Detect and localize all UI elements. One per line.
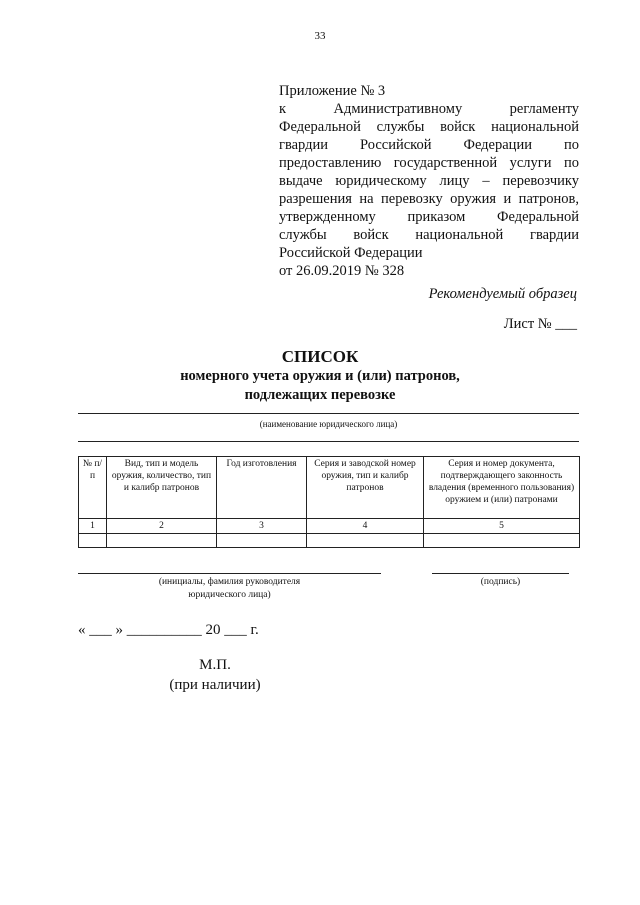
- sheet-number-label: Лист № ___: [503, 316, 577, 332]
- table-numbering-row: [79, 519, 580, 534]
- name-caption-line: (инициалы, фамилия руководителя: [158, 577, 301, 587]
- seal-note: (при наличии): [169, 677, 261, 693]
- page-number: 33: [314, 30, 326, 42]
- signature-caption: (подпись): [480, 577, 521, 587]
- table-header-row: [79, 457, 580, 519]
- appendix-line: Российской Федерации: [279, 245, 423, 261]
- table-header-cell: Серия и номер документа, подтверждающего законность владения (временного пользования) оружием и (или) патронами: [424, 457, 580, 519]
- table-header-cell: Вид, тип и модель оружия, количество, тип и калибр патронов: [107, 457, 217, 519]
- table-cell: 5: [424, 519, 580, 534]
- appendix-line: Федеральной службы войск национальной: [279, 119, 579, 135]
- table-header-cell: Серия и заводской номер оружия, тип и калибр патронов: [307, 457, 424, 519]
- document-subtitle: [0, 367, 640, 405]
- weapons-table: [78, 456, 580, 548]
- appendix-line: от 26.09.2019 № 328: [279, 263, 405, 279]
- table-cell: 1: [79, 519, 107, 534]
- document-title: СПИСОК: [281, 347, 359, 366]
- appendix-line: службы войск национальной гвардии: [279, 227, 579, 243]
- date-line[interactable]: « ___ » __________ 20 ___ г.: [78, 622, 259, 638]
- appendix-line: гвардии Российской Федерации по: [279, 137, 579, 153]
- appendix-line: утвержденному приказом Федеральной: [279, 209, 579, 225]
- name-signature-line[interactable]: [78, 573, 381, 574]
- subtitle-line: подлежащих перевозке: [244, 387, 396, 403]
- org-name-line-2[interactable]: [78, 441, 579, 442]
- appendix-line: Приложение № 3: [279, 83, 386, 99]
- table-cell[interactable]: [424, 534, 580, 548]
- table-header-cell: Год изготовления: [217, 457, 307, 519]
- table-row: [79, 534, 580, 548]
- table-header-cell: № п/п: [79, 457, 107, 519]
- name-caption-line: юридического лица): [188, 590, 271, 600]
- name-caption: [78, 576, 381, 602]
- appendix-line: предоставлению государственной услуги по: [279, 155, 579, 171]
- org-name-line[interactable]: [78, 413, 579, 414]
- signature-line[interactable]: [432, 573, 569, 574]
- subtitle-line: номерного учета оружия и (или) патронов,: [180, 368, 460, 384]
- appendix-line: разрешения на перевозку оружия и патронов,: [279, 191, 579, 207]
- seal-block: [150, 655, 280, 695]
- table-cell: 2: [107, 519, 217, 534]
- table-cell[interactable]: [307, 534, 424, 548]
- table-cell: 4: [307, 519, 424, 534]
- seal-label: М.П.: [199, 657, 231, 673]
- table-cell[interactable]: [79, 534, 107, 548]
- recommended-sample-label: Рекомендуемый образец: [428, 286, 577, 302]
- appendix-block: [279, 82, 579, 280]
- table-cell[interactable]: [217, 534, 307, 548]
- table-cell: 3: [217, 519, 307, 534]
- org-name-caption: (наименование юридического лица): [259, 419, 398, 429]
- table-cell[interactable]: [107, 534, 217, 548]
- appendix-line: к Административному регламенту: [279, 101, 579, 117]
- appendix-line: выдаче юридическому лицу – перевозчику: [279, 173, 579, 189]
